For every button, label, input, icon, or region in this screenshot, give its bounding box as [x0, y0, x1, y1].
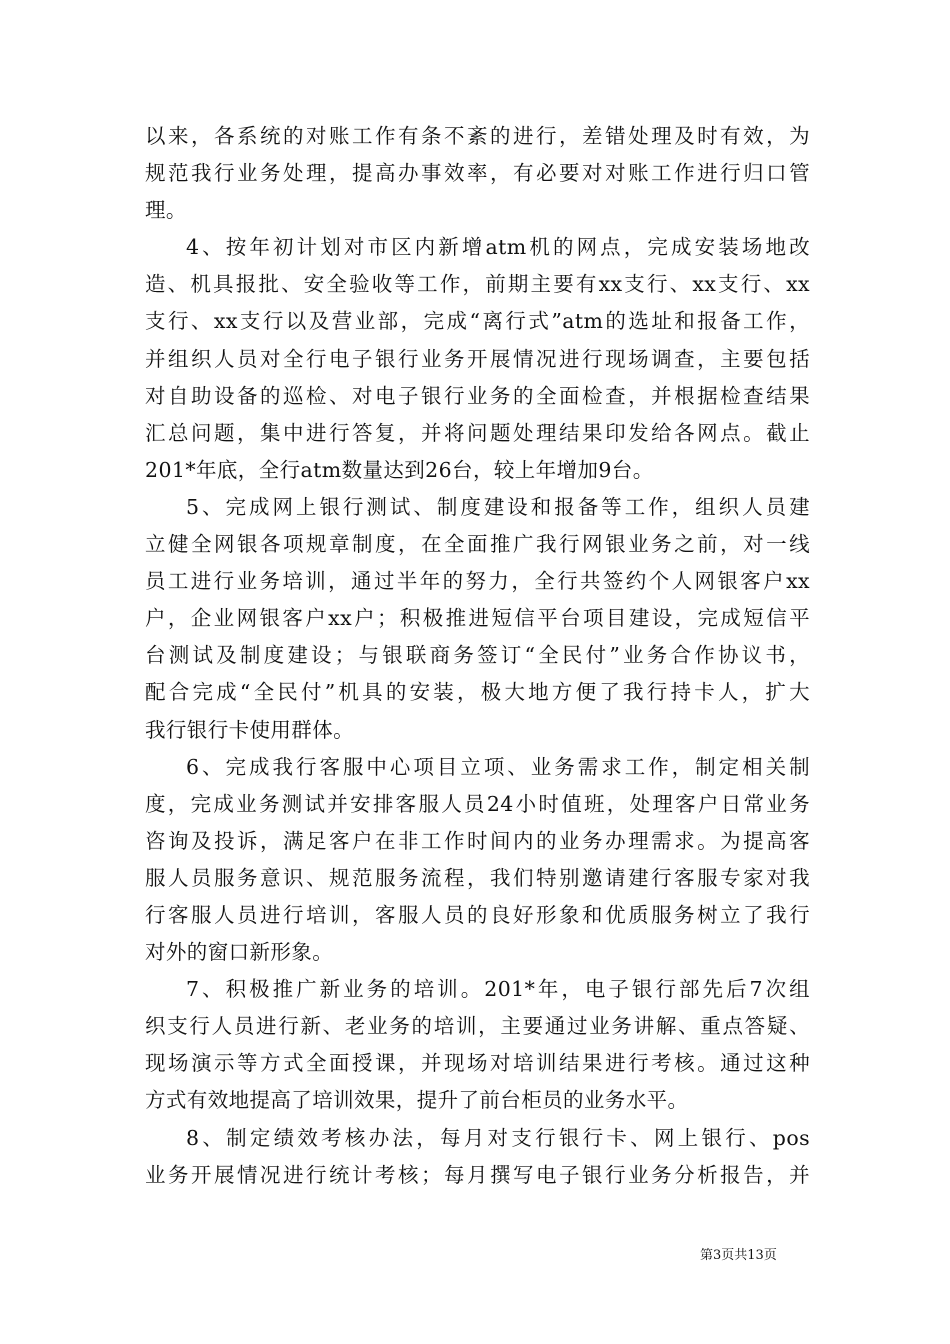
text-line: 行客服人员进行培训，客服人员的良好形象和优质服务树立了我行 — [145, 902, 810, 927]
text-line: 配合完成“全民付”机具的安装，极大地方便了我行持卡人，扩大 — [145, 680, 810, 705]
text-line: 度，完成业务测试并安排客服人员24小时值班，处理客户日常业务 — [145, 791, 810, 816]
text-line: 201*年底，全行atm数量达到26台，较上年增加9台。 — [145, 457, 654, 482]
text-line: 方式有效地提高了培训效果，提升了前台柜员的业务水平。 — [145, 1088, 689, 1113]
text-line: 员工进行业务培训，通过半年的努力，全行共签约个人网银客户xx — [145, 569, 810, 594]
text-line: 5、完成网上银行测试、制度建设和报备等工作，组织人员建 — [186, 494, 810, 519]
text-line: 4、按年初计划对市区内新增atm机的网点，完成安装场地改 — [186, 235, 810, 260]
paragraph-item-8 — [145, 1120, 810, 1194]
text-line: 汇总问题，集中进行答复，并将问题处理结果印发给各网点。截止 — [145, 420, 810, 445]
text-line: 咨询及投诉，满足客户在非工作时间内的业务办理需求。为提高客 — [145, 828, 810, 853]
paragraph-item-5 — [145, 489, 810, 749]
text-line: 现场演示等方式全面授课，并现场对培训结果进行考核。通过这种 — [145, 1051, 810, 1076]
text-line: 7、积极推广新业务的培训。201*年，电子银行部先后7次组 — [186, 977, 810, 1002]
paragraph-item-4 — [145, 229, 810, 489]
text-line: 我行银行卡使用群体。 — [145, 717, 354, 742]
text-line: 8、制定绩效考核办法，每月对支行银行卡、网上银行、pos — [186, 1125, 810, 1150]
text-line: 业务开展情况进行统计考核；每月撰写电子银行业务分析报告，并 — [145, 1162, 810, 1187]
text-line: 立健全网银各项规章制度，在全面推广我行网银业务之前，对一线 — [145, 532, 810, 557]
document-body — [145, 118, 810, 1194]
text-line: 造、机具报批、安全验收等工作，前期主要有xx支行、xx支行、xx — [145, 272, 810, 297]
page-number-footer: 第3页共13页 — [700, 1248, 777, 1263]
paragraph-item-7 — [145, 971, 810, 1119]
text-line: 6、完成我行客服中心项目立项、业务需求工作，制定相关制 — [186, 754, 810, 779]
text-line: 以来，各系统的对账工作有条不紊的进行，差错处理及时有效，为 — [145, 124, 810, 148]
paragraph-continuation — [145, 118, 810, 229]
text-line: 并组织人员对全行电子银行业务开展情况进行现场调查，主要包括 — [145, 346, 810, 371]
text-line: 规范我行业务处理，提高办事效率，有必要对对账工作进行归口管 — [145, 161, 810, 186]
text-line: 对外的窗口新形象。 — [145, 940, 334, 965]
text-line: 理。 — [145, 198, 187, 223]
text-line: 台测试及制度建设；与银联商务签订“全民付”业务合作协议书， — [145, 643, 810, 668]
text-line: 织支行人员进行新、老业务的培训，主要通过业务讲解、重点答疑、 — [145, 1014, 810, 1039]
text-line: 服人员服务意识、规范服务流程，我们特别邀请建行客服专家对我 — [145, 865, 810, 890]
paragraph-item-6 — [145, 749, 810, 972]
text-line: 对自助设备的巡检、对电子银行业务的全面检查，并根据检查结果 — [145, 383, 810, 408]
text-line: 户，企业网银客户xx户；积极推进短信平台项目建设，完成短信平 — [145, 606, 810, 631]
text-line: 支行、xx支行以及营业部，完成“离行式”atm的选址和报备工作， — [145, 309, 810, 334]
